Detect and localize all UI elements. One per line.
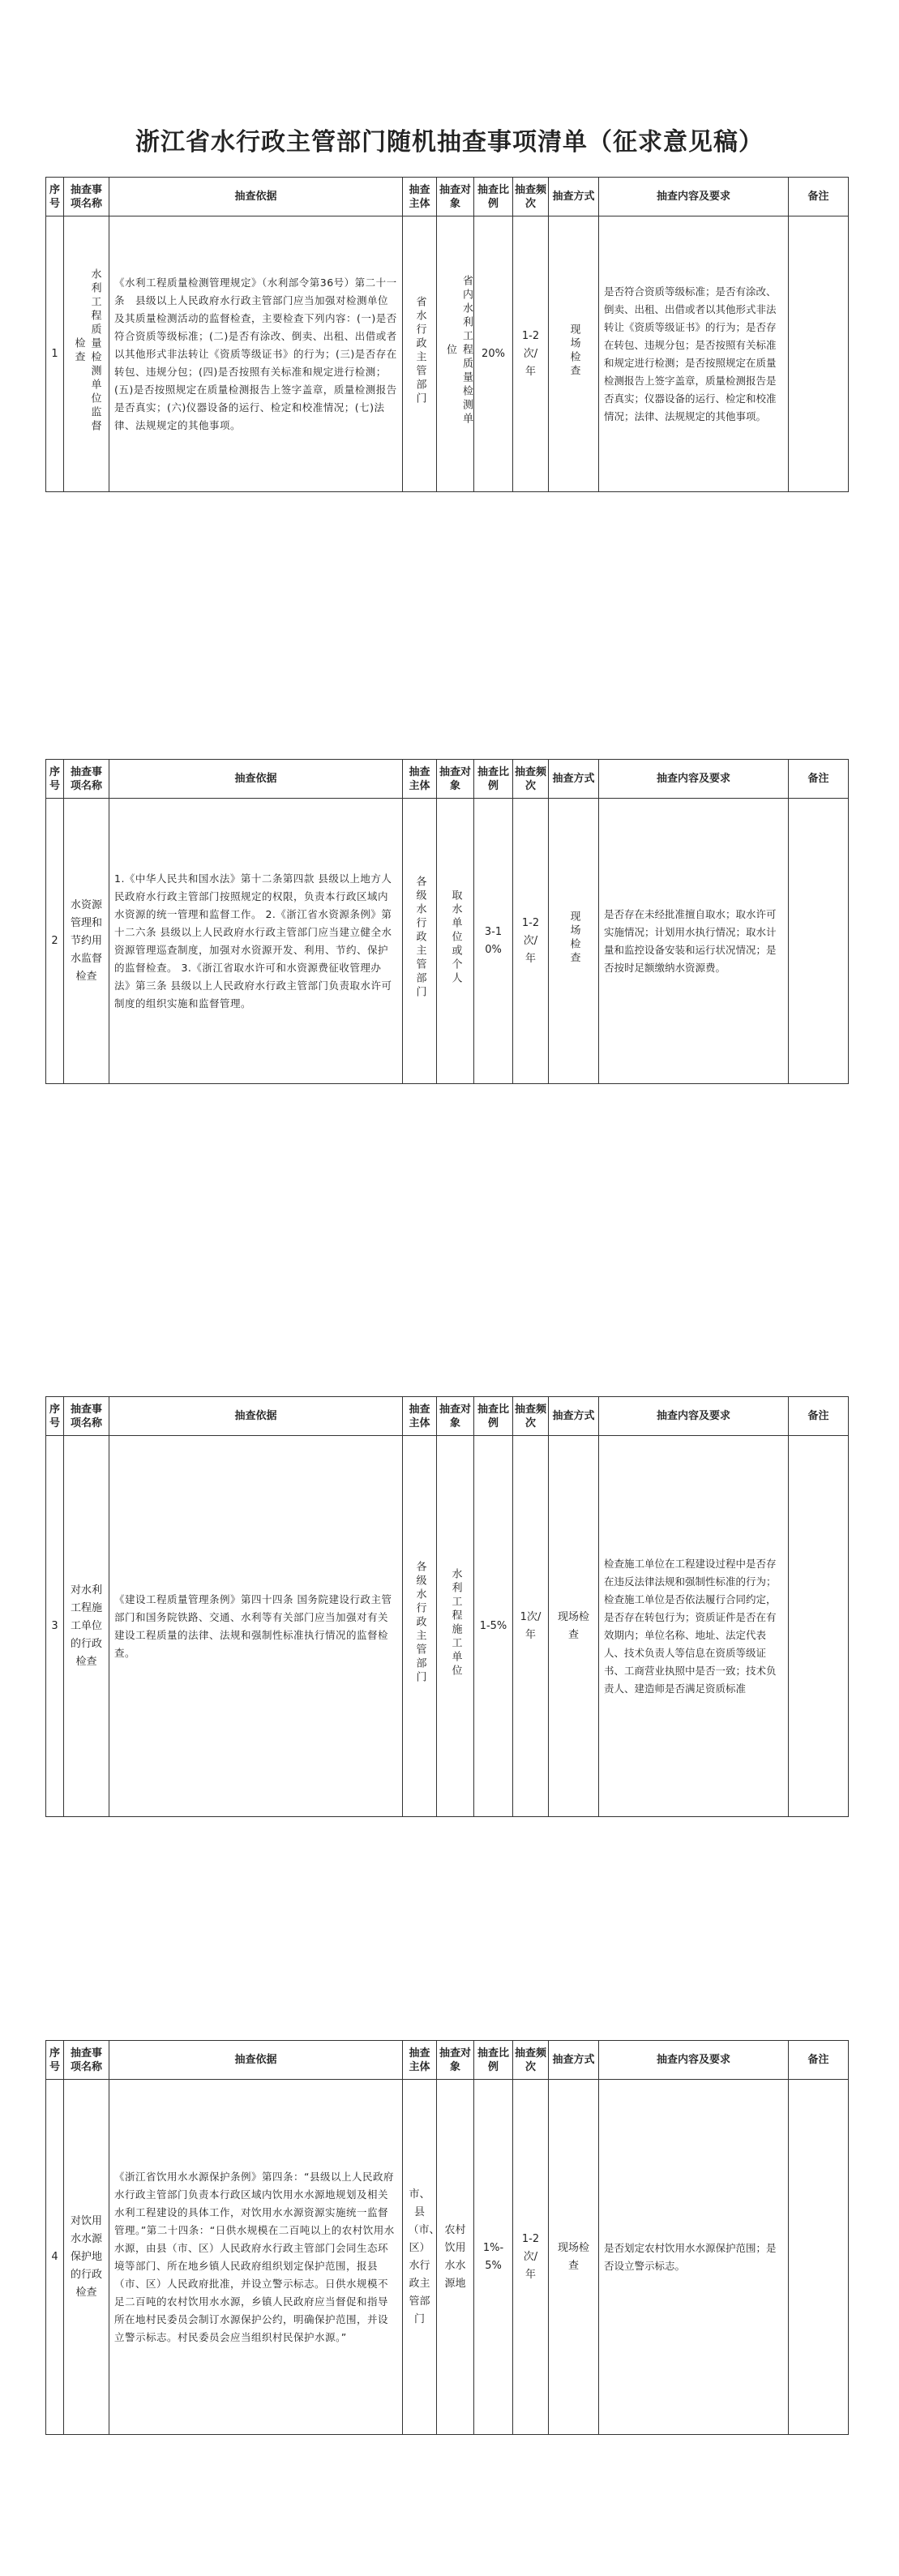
cell-method	[549, 799, 599, 1084]
header-object: 抽查对象	[437, 1397, 474, 1436]
header-seq: 序号	[46, 760, 64, 799]
freq-text: 1-2次/年	[521, 2232, 540, 2281]
subject-text: 省水行政主管部门	[413, 295, 426, 406]
cell-seq: 2	[46, 799, 64, 1084]
cell-ratio: 20%	[474, 216, 513, 492]
header-item: 抽查事项名称	[64, 1397, 109, 1436]
cell-basis: 《浙江省饮用水水源保护条例》第四条：“县级以上人民政府水行政主管部门负责本行政区域内饮用水水源地规划及相关水利工程建设的具体工作，对饮用水水源资源实施统一监督管理。”第二十四条：“日供水规模在二百吨以上的农村饮用水水源，由县（市、区）人民政府水行政主管部门会同生态环境等部门、所在地乡镇人民政府组织划定保护范围，报县（市、区）人民政府批准，并设立警示标志。日供水规模不足二百吨的农村饮用水水源，乡镇人民政府应当督促和指导所在地村民委员会制订水源保护公约，明确保护范围，并设立警示标志。村民委员会应当组织村民保护水源。”	[109, 2080, 403, 2435]
cell-seq: 4	[46, 2080, 64, 2435]
table-section-1	[45, 177, 849, 492]
table-section-3	[45, 1396, 849, 1817]
header-freq: 抽查频次	[513, 1397, 549, 1436]
header-remark: 备注	[789, 760, 849, 799]
header-freq: 抽查频次	[513, 760, 549, 799]
method-text: 现场检查	[567, 910, 580, 966]
cell-remark	[789, 799, 849, 1084]
cell-method	[549, 216, 599, 492]
cell-freq	[513, 216, 549, 492]
ratio-text: 3-10%	[484, 925, 503, 956]
header-item: 抽查事项名称	[64, 760, 109, 799]
header-object: 抽查对象	[437, 178, 474, 216]
cell-freq	[513, 1436, 549, 1817]
cell-subject	[403, 799, 437, 1084]
header-method: 抽查方式	[549, 2041, 599, 2080]
header-freq: 抽查频次	[513, 178, 549, 216]
freq-text: 1次/年	[520, 1610, 542, 1641]
subject-text: 各级水行政主管部门	[413, 1561, 426, 1685]
cell-remark	[789, 216, 849, 492]
cell-ratio	[474, 2080, 513, 2435]
header-method: 抽查方式	[549, 760, 599, 799]
item-text: 对饮用水水源保护地的行政检查	[70, 2214, 102, 2299]
header-object: 抽查对象	[437, 760, 474, 799]
cell-basis: 1.《中华人民共和国水法》第十二条第四款 县级以上地方人民政府水行政主管部门按照规定的权限，负责本行政区域内水资源的统一管理和监督工作。 2.《浙江省水资源条例》第十二六条 县级以上人民政府水行政主管部门应当建立健全水资源管理巡查制度，加强对水资源开发、利用、节约、保护的监督检查。 3.《浙江省取水许可和水资源费征收管理办法》第三条 县级以上人民政府水行政主管部门负责取水许可制度的组织实施和监督管理。	[109, 799, 403, 1084]
subject-text: 市、县（市、区）水行政主管部门	[408, 2188, 440, 2325]
header-subject: 抽查主体	[403, 178, 437, 216]
cell-object	[437, 2080, 474, 2435]
header-basis: 抽查依据	[109, 760, 403, 799]
freq-text: 1-2次/年	[521, 329, 540, 378]
cell-content: 是否符合资质等级标准；是否有涂改、倒卖、出租、出借或者以其他形式非法转让《资质等级证书》的行为；是否存在转包、违规分包；是否按照有关标准和规定进行检测；是否按照规定在质量检测报告上签字盖章，质量检测报告是否真实；仪器设备的运行、检定和校准情况；法律、法规规定的其他事项。	[599, 216, 789, 492]
header-basis: 抽查依据	[109, 2041, 403, 2080]
header-subject: 抽查主体	[403, 1397, 437, 1436]
cell-seq: 1	[46, 216, 64, 492]
header-ratio: 抽查比例	[474, 760, 513, 799]
cell-object	[437, 216, 474, 492]
header-subject: 抽查主体	[403, 2041, 437, 2080]
page-title: 浙江省水行政主管部门随机抽查事项清单（征求意见稿）	[135, 128, 764, 156]
header-seq: 序号	[46, 2041, 64, 2080]
header-ratio: 抽查比例	[474, 178, 513, 216]
header-remark: 备注	[789, 1397, 849, 1436]
header-object: 抽查对象	[437, 2041, 474, 2080]
object-text: 取水单位或个人	[449, 889, 462, 986]
cell-content: 是否存在未经批准擅自取水；取水许可实施情况；计划用水执行情况；取水计量和监控设备安装和运行状况情况；是否按时足额缴纳水资源费。	[599, 799, 789, 1084]
header-row	[46, 178, 849, 216]
header-seq: 序号	[46, 1397, 64, 1436]
object-text: 省内水利工程质量检测单位	[444, 275, 473, 426]
table-section-2	[45, 759, 849, 1084]
cell-subject	[403, 1436, 437, 1817]
table-row	[46, 2080, 849, 2435]
header-content: 抽查内容及要求	[599, 178, 789, 216]
cell-seq: 3	[46, 1436, 64, 1817]
item-text: 对水利工程施工单位的行政检查	[70, 1584, 102, 1668]
header-seq: 序号	[46, 178, 64, 216]
header-ratio: 抽查比例	[474, 2041, 513, 2080]
header-subject: 抽查主体	[403, 760, 437, 799]
freq-text: 1-2次/年	[521, 916, 540, 965]
header-method: 抽查方式	[549, 178, 599, 216]
cell-content: 是否划定农村饮用水水源保护范围；是否设立警示标志。	[599, 2080, 789, 2435]
cell-freq	[513, 2080, 549, 2435]
item-text: 水资源管理和节约用水监督检查	[70, 898, 102, 983]
cell-basis: 《水利工程质量检测管理规定》（水利部令第36号）第二十一条 县级以上人民政府水行政主管部门应当加强对检测单位及其质量检测活动的监督检查，主要检查下列内容：(一)是否符合资质等级标准；(二)是否有涂改、倒卖、出租、出借或者以其他形式非法转让《资质等级证书》的行为；(三)是否存在转包、违规分包；(四)是否按照有关标准和规定进行检测；(五)是否按照规定在质量检测报告上签字盖章，质量检测报告是否真实；(六)仪器设备的运行、检定和校准情况；(七)法律、法规规定的其他事项。	[109, 216, 403, 492]
table-row	[46, 799, 849, 1084]
header-freq: 抽查频次	[513, 2041, 549, 2080]
header-remark: 备注	[789, 178, 849, 216]
cell-item	[64, 1436, 109, 1817]
header-row	[46, 2041, 849, 2080]
table-row	[46, 216, 849, 492]
header-basis: 抽查依据	[109, 178, 403, 216]
cell-item	[64, 2080, 109, 2435]
header-ratio: 抽查比例	[474, 1397, 513, 1436]
cell-remark	[789, 2080, 849, 2435]
header-remark: 备注	[789, 2041, 849, 2080]
cell-ratio	[474, 799, 513, 1084]
header-item: 抽查事项名称	[64, 2041, 109, 2080]
cell-remark	[789, 1436, 849, 1817]
cell-basis: 《建设工程质量管理条例》第四十四条 国务院建设行政主管部门和国务院铁路、交通、水利等有关部门应当加强对有关建设工程质量的法律、法规和强制性标准执行情况的监督检查。	[109, 1436, 403, 1817]
header-basis: 抽查依据	[109, 1397, 403, 1436]
item-text: 水利工程质量检测单位监督检查	[72, 268, 101, 434]
cell-method: 现场检查	[549, 1436, 599, 1817]
header-row	[46, 760, 849, 799]
cell-method: 现场检查	[549, 2080, 599, 2435]
table-section-4	[45, 2040, 849, 2435]
subject-text: 各级水行政主管部门	[413, 876, 426, 1000]
method-text: 现场检查	[567, 323, 580, 379]
object-text: 水利工程施工单位	[449, 1567, 462, 1678]
cell-subject	[403, 2080, 440, 2435]
cell-item	[64, 216, 109, 492]
cell-content: 检查施工单位在工程建设过程中是否存在违反法律法规和强制性标准的行为；检查施工单位是否依法履行合同约定，是否存在转包行为；资质证件是否在有效期内；单位名称、地址、法定代表人、技术负责人等信息在资质等级证书、工商营业执照中是否一致；技术负责人、建造师是否满足资质标准	[599, 1436, 789, 1817]
object-text: 农村饮用水水源地	[444, 2223, 466, 2290]
header-content: 抽查内容及要求	[599, 2041, 789, 2080]
cell-item	[64, 799, 109, 1084]
header-content: 抽查内容及要求	[599, 760, 789, 799]
cell-ratio: 1-5%	[474, 1436, 513, 1817]
header-row	[46, 1397, 849, 1436]
header-content: 抽查内容及要求	[599, 1397, 789, 1436]
cell-freq	[513, 799, 549, 1084]
cell-object	[437, 799, 474, 1084]
ratio-text: 1%-5%	[482, 2241, 504, 2272]
cell-subject	[403, 216, 437, 492]
cell-object	[437, 1436, 474, 1817]
table-row	[46, 1436, 849, 1817]
header-method: 抽查方式	[549, 1397, 599, 1436]
header-item: 抽查事项名称	[64, 178, 109, 216]
